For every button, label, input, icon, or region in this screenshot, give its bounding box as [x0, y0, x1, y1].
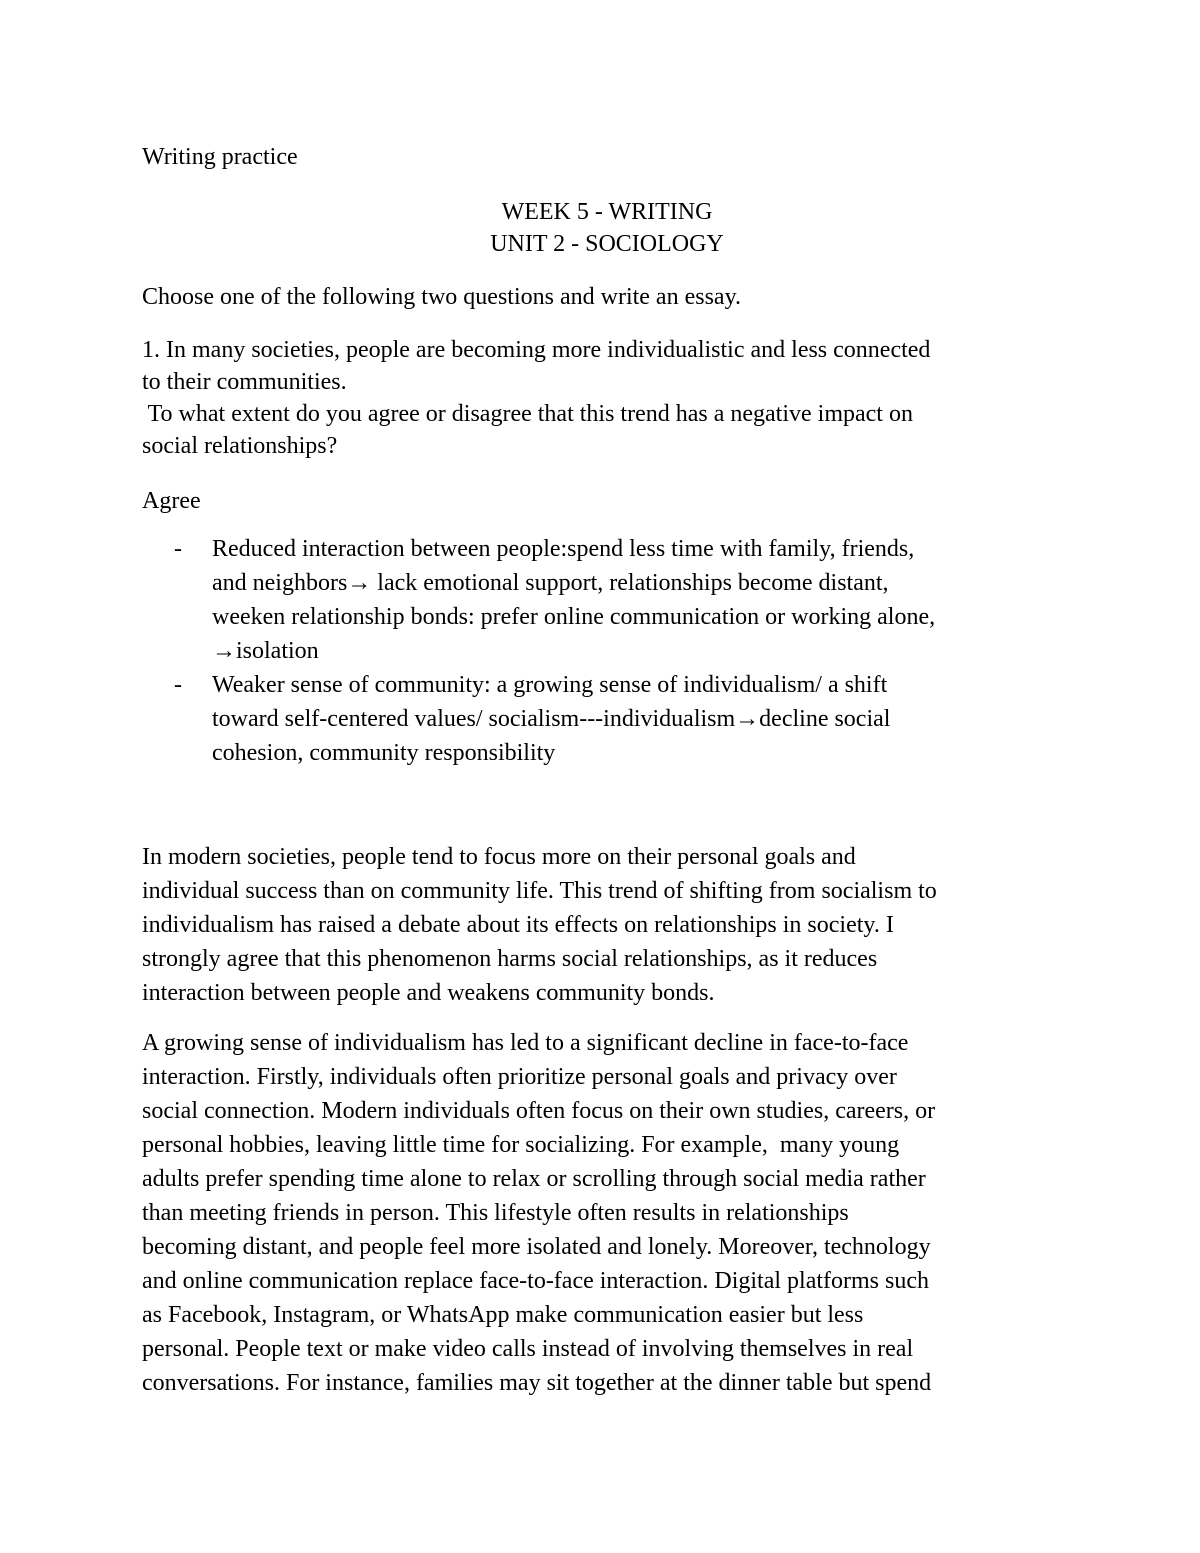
paragraph-line: than meeting friends in person. This lifestyle often results in relationships — [142, 1200, 849, 1226]
bullet-line: toward self-centered values/ socialism---individualism→decline social — [212, 706, 891, 732]
question-line: To what extent do you agree or disagree that this trend has a negative impact on — [142, 401, 913, 427]
title-week: WEEK 5 - WRITING — [501, 199, 713, 225]
title-block — [142, 196, 1062, 260]
paragraph-line: individualism has raised a debate about its effects on relationships in society. I — [142, 912, 894, 938]
paragraph-line: conversations. For instance, families may sit together at the dinner table but spend — [142, 1370, 932, 1396]
paragraph-line: interaction. Firstly, individuals often prioritize personal goals and privacy over — [142, 1064, 897, 1090]
question-line: to their communities. — [142, 369, 347, 395]
paragraph-line: individual success than on community life. This trend of shifting from socialism to — [142, 878, 937, 904]
paragraph-line: A growing sense of individualism has led to a significant decline in face-to-face — [142, 1030, 909, 1056]
document-body — [142, 140, 1062, 1400]
essay-paragraph-intro — [142, 840, 1062, 1010]
bullet-item — [142, 668, 1062, 770]
stance-heading: Agree — [142, 488, 201, 514]
question-block — [142, 334, 1062, 462]
bullet-line: weeken relationship bonds: prefer online communication or working alone, — [212, 604, 936, 630]
paragraph-line: adults prefer spending time alone to relax or scrolling through social media rather — [142, 1166, 926, 1192]
paragraph-line: personal hobbies, leaving little time for socializing. For example, many young — [142, 1132, 900, 1158]
bullet-item — [142, 532, 1062, 668]
bullet-line: cohesion, community responsibility — [212, 740, 556, 766]
paragraph-line: interaction between people and weakens community bonds. — [142, 980, 715, 1006]
paragraph-line: personal. People text or make video calls instead of involving themselves in real — [142, 1336, 914, 1362]
paragraph-line: as Facebook, Instagram, or WhatsApp make communication easier but less — [142, 1302, 864, 1328]
bullet-line: Reduced interaction between people:spend less time with family, friends, — [212, 536, 915, 562]
paragraph-line: and online communication replace face-to-face interaction. Digital platforms such — [142, 1268, 930, 1294]
paragraph-line: In modern societies, people tend to focus more on their personal goals and — [142, 844, 856, 870]
instruction-text: Choose one of the following two questions and write an essay. — [142, 284, 742, 310]
bullet-dash: - — [174, 536, 182, 562]
bullet-line: and neighbors→ lack emotional support, relationships become distant, — [212, 570, 889, 596]
bullet-dash: - — [174, 672, 182, 698]
essay-paragraph-body — [142, 1026, 1062, 1400]
paragraph-line: becoming distant, and people feel more isolated and lonely. Moreover, technology — [142, 1234, 931, 1260]
title-unit: UNIT 2 - SOCIOLOGY — [490, 231, 724, 257]
bullet-line: Weaker sense of community: a growing sense of individualism/ a shift — [212, 672, 888, 698]
question-line: 1. In many societies, people are becoming more individualistic and less connected — [142, 337, 931, 363]
bullet-line: →isolation — [212, 638, 319, 664]
question-line: social relationships? — [142, 433, 338, 459]
paragraph-line: strongly agree that this phenomenon harms social relationships, as it reduces — [142, 946, 878, 972]
bullet-list — [142, 532, 1062, 770]
document-label: Writing practice — [142, 144, 298, 170]
paragraph-line: social connection. Modern individuals often focus on their own studies, careers, or — [142, 1098, 936, 1124]
